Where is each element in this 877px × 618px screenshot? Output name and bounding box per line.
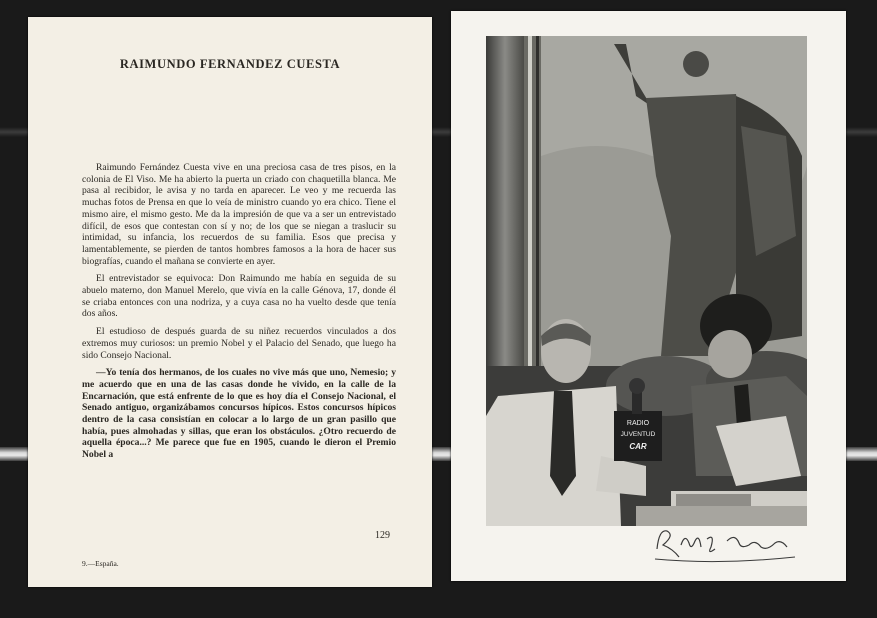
paragraph-1: Raimundo Fernández Cuesta vive en una preciosa casa de tres pisos, en la colonia de El Viso. Me ha abierto la puerta un criado con chaquetilla blanca. Me pasa al recibidor, le avisa y no tarda en aparecer. Le veo y me recuerda las muchas fotos de Prensa en que lo veía de ministro cuando yo era chico. Tiene el mismo aire, el mismo gesto. Me da la impresión de que va a ser un entrevistado difícil, de esos que contestan con sí y no; de los que se niegan a traslucir su intimidad, su infancia, los recuerdos de su familia. Esos que precisa y lamentablemente, se pierden de tantos hombres famosos a la hora de hacer sus biografías, cuando el mañana se convierte en ayer. bbox=[82, 162, 396, 267]
interview-photograph bbox=[486, 36, 807, 526]
mic-label-juventud: JUVENTUD bbox=[620, 431, 656, 438]
photo-illustration bbox=[486, 36, 807, 526]
interviewer-face bbox=[708, 330, 752, 378]
painted-figure-head bbox=[683, 51, 709, 77]
left-book-page bbox=[28, 17, 432, 587]
handwritten-signature bbox=[649, 519, 799, 569]
paragraph-4-quote: —Yo tenía dos hermanos, de los cuales no vive más que uno, Nemesio; y me acuerdo que en una de las casas donde he vivido, en la calle de la Encarnación, que está enfrente de lo que es hoy día el Consejo Nacional, el Senado antiguo, organizábamos concursos hípicos. Estos concursos hípicos dentro de la casa consistían en colocar a lo largo de un gran pasillo que había, pues almohadas y sillas, que eran los obstáculos. ¿Otro recuerdo de aquella época...? Me parece que fue en 1905, cuando le dieron el Premio Nobel a bbox=[82, 367, 396, 461]
curtain bbox=[486, 36, 524, 376]
interviewee-tie bbox=[550, 391, 576, 496]
page-number: 129 bbox=[375, 530, 390, 541]
mic-label-car: CAR bbox=[629, 442, 647, 451]
paragraph-2: El entrevistador se equivoca: Don Raimundo me había en seguida de su abuelo materno, don Manuel Merelo, que vivía en la calle Génova, 17, donde él se criaba entonces con una nodriza, y a cuya casa no ha vuelto desde que tenía dos años. bbox=[82, 273, 396, 320]
right-book-page bbox=[451, 11, 846, 581]
article-body bbox=[82, 162, 396, 467]
mic-label-radio: RADIO bbox=[626, 420, 650, 427]
paragraph-3: El estudioso de después guarda de su niñez recuerdos vinculados a dos extremos muy curiosos: un premio Nobel y el Palacio del Senado, que luego ha sido Consejo Nacional. bbox=[82, 326, 396, 361]
chapter-title: RAIMUNDO FERNANDEZ CUESTA bbox=[119, 57, 341, 71]
signature-footer: 9.—España. bbox=[82, 559, 119, 568]
